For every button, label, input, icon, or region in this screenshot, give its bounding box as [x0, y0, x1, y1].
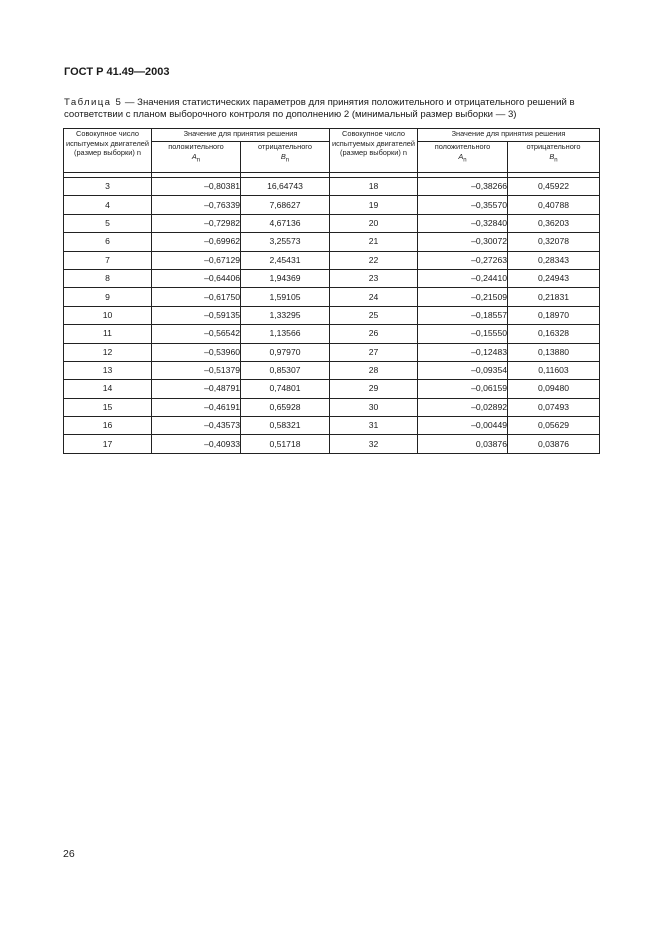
- cell-a: –0,80381: [152, 178, 241, 196]
- table-row: [64, 306, 600, 324]
- cell-a: –0,72982: [152, 214, 241, 232]
- cell-a: –0,69962: [152, 233, 241, 251]
- cell-n: 12: [64, 343, 152, 361]
- cell-b-2: 0,24943: [508, 269, 600, 287]
- column-header-negative: [241, 142, 330, 173]
- column-header-positive-label-2: положительного: [434, 142, 491, 151]
- cell-n-2: 18: [330, 178, 418, 196]
- cell-n: 16: [64, 417, 152, 435]
- table-row: [64, 269, 600, 287]
- cell-b: 7,68627: [241, 196, 330, 214]
- cell-n: 13: [64, 361, 152, 379]
- table-caption-label: Таблица 5: [64, 97, 123, 108]
- cell-n: 15: [64, 398, 152, 416]
- cell-n: 6: [64, 233, 152, 251]
- cell-b-2: 0,16328: [508, 325, 600, 343]
- column-header-negative-2: [508, 142, 600, 173]
- cell-a-2: –0,27263: [418, 251, 508, 269]
- cell-n: 14: [64, 380, 152, 398]
- table-row: [64, 398, 600, 416]
- cell-b-2: 0,13880: [508, 343, 600, 361]
- cell-b-2: 0,03876: [508, 435, 600, 453]
- cell-n-2: 25: [330, 306, 418, 324]
- column-header-negative-label: отрицательного: [258, 142, 312, 151]
- table-caption-text: — Значения статистических параметров для принятия положительного и отрицательного решений в соответствии с планом выборочного контроля по дополнению 2 (минимальный размер выборки — 3): [64, 97, 575, 120]
- cell-a: –0,51379: [152, 361, 241, 379]
- symbol-b-n: $B_n$: [280, 151, 290, 163]
- cell-b: 3,25573: [241, 233, 330, 251]
- cell-a: –0,43573: [152, 417, 241, 435]
- cell-a: –0,53960: [152, 343, 241, 361]
- cell-b-2: 0,21831: [508, 288, 600, 306]
- document-code: ГОСТ Р 41.49—2003: [64, 66, 170, 78]
- symbol-a-n: $A_n$: [191, 151, 201, 163]
- cell-b: 1,59105: [241, 288, 330, 306]
- column-header-n: Совокупное число испытуемых двигателей (размер выборки) n: [64, 129, 152, 173]
- table-row: [64, 233, 600, 251]
- cell-b: 1,94369: [241, 269, 330, 287]
- cell-b: 2,45431: [241, 251, 330, 269]
- table-row: [64, 178, 600, 196]
- cell-n-2: 26: [330, 325, 418, 343]
- cell-b-2: 0,18970: [508, 306, 600, 324]
- cell-a-2: 0,03876: [418, 435, 508, 453]
- cell-a-2: –0,09354: [418, 361, 508, 379]
- symbol-b-n-2: $B_n$: [549, 151, 558, 163]
- cell-n: 11: [64, 325, 152, 343]
- cell-a-2: –0,24410: [418, 269, 508, 287]
- cell-a-2: –0,30072: [418, 233, 508, 251]
- cell-n: 10: [64, 306, 152, 324]
- cell-b-2: 0,45922: [508, 178, 600, 196]
- cell-b: 0,51718: [241, 435, 330, 453]
- cell-n: 7: [64, 251, 152, 269]
- cell-b-2: 0,09480: [508, 380, 600, 398]
- cell-n-2: 23: [330, 269, 418, 287]
- cell-a: –0,48791: [152, 380, 241, 398]
- cell-n: 3: [64, 178, 152, 196]
- table-row: [64, 435, 600, 453]
- cell-b: 1,13566: [241, 325, 330, 343]
- cell-b: 0,74801: [241, 380, 330, 398]
- cell-b: 1,33295: [241, 306, 330, 324]
- symbol-a-n-2: $A_n$: [458, 151, 467, 163]
- table-row: [64, 325, 600, 343]
- cell-a-2: –0,32840: [418, 214, 508, 232]
- table-row: [64, 361, 600, 379]
- cell-a-2: –0,38266: [418, 178, 508, 196]
- cell-n: 17: [64, 435, 152, 453]
- statistics-table: [63, 128, 600, 454]
- cell-b-2: 0,11603: [508, 361, 600, 379]
- cell-a: –0,59135: [152, 306, 241, 324]
- cell-n: 8: [64, 269, 152, 287]
- cell-b-2: 0,36203: [508, 214, 600, 232]
- column-header-n-2: Совокупное число испытуемых двигателей (размер выборки) n: [330, 129, 418, 173]
- cell-n-2: 19: [330, 196, 418, 214]
- cell-n-2: 27: [330, 343, 418, 361]
- cell-n-2: 22: [330, 251, 418, 269]
- cell-a-2: –0,21509: [418, 288, 508, 306]
- cell-b: 16,64743: [241, 178, 330, 196]
- cell-a: –0,56542: [152, 325, 241, 343]
- cell-n-2: 24: [330, 288, 418, 306]
- cell-b: 0,58321: [241, 417, 330, 435]
- cell-a-2: –0,12483: [418, 343, 508, 361]
- cell-a: –0,64406: [152, 269, 241, 287]
- cell-a-2: –0,35570: [418, 196, 508, 214]
- cell-b-2: 0,28343: [508, 251, 600, 269]
- cell-n: 9: [64, 288, 152, 306]
- cell-n-2: 29: [330, 380, 418, 398]
- cell-a: –0,40933: [152, 435, 241, 453]
- cell-b: 0,85307: [241, 361, 330, 379]
- cell-a-2: –0,15550: [418, 325, 508, 343]
- cell-a-2: –0,00449: [418, 417, 508, 435]
- cell-a-2: –0,18557: [418, 306, 508, 324]
- column-header-positive: [152, 142, 241, 173]
- table-row: [64, 251, 600, 269]
- column-header-positive-label: положительного: [168, 142, 224, 151]
- cell-a: –0,67129: [152, 251, 241, 269]
- cell-n: 4: [64, 196, 152, 214]
- cell-n: 5: [64, 214, 152, 232]
- cell-n-2: 28: [330, 361, 418, 379]
- table-row: [64, 214, 600, 232]
- table-row: [64, 417, 600, 435]
- cell-a-2: –0,02892: [418, 398, 508, 416]
- table-caption: [64, 97, 604, 121]
- column-header-decision-group: Значение для принятия решения: [152, 129, 330, 142]
- cell-b: 4,67136: [241, 214, 330, 232]
- cell-b: 0,97970: [241, 343, 330, 361]
- column-header-positive-2: [418, 142, 508, 173]
- page-number: 26: [63, 848, 75, 860]
- column-header-decision-group-2: Значение для принятия решения: [418, 129, 600, 142]
- cell-b-2: 0,07493: [508, 398, 600, 416]
- cell-n-2: 32: [330, 435, 418, 453]
- table-row: [64, 288, 600, 306]
- cell-b-2: 0,40788: [508, 196, 600, 214]
- cell-n-2: 21: [330, 233, 418, 251]
- cell-b: 0,65928: [241, 398, 330, 416]
- column-header-negative-label-2: отрицательного: [526, 142, 581, 151]
- cell-a-2: –0,06159: [418, 380, 508, 398]
- table-row: [64, 380, 600, 398]
- cell-a: –0,46191: [152, 398, 241, 416]
- table-row: [64, 343, 600, 361]
- cell-b-2: 0,05629: [508, 417, 600, 435]
- cell-b-2: 0,32078: [508, 233, 600, 251]
- cell-n-2: 31: [330, 417, 418, 435]
- table-body: [64, 173, 600, 454]
- cell-n-2: 20: [330, 214, 418, 232]
- cell-a: –0,76339: [152, 196, 241, 214]
- table-row: [64, 196, 600, 214]
- cell-a: –0,61750: [152, 288, 241, 306]
- cell-n-2: 30: [330, 398, 418, 416]
